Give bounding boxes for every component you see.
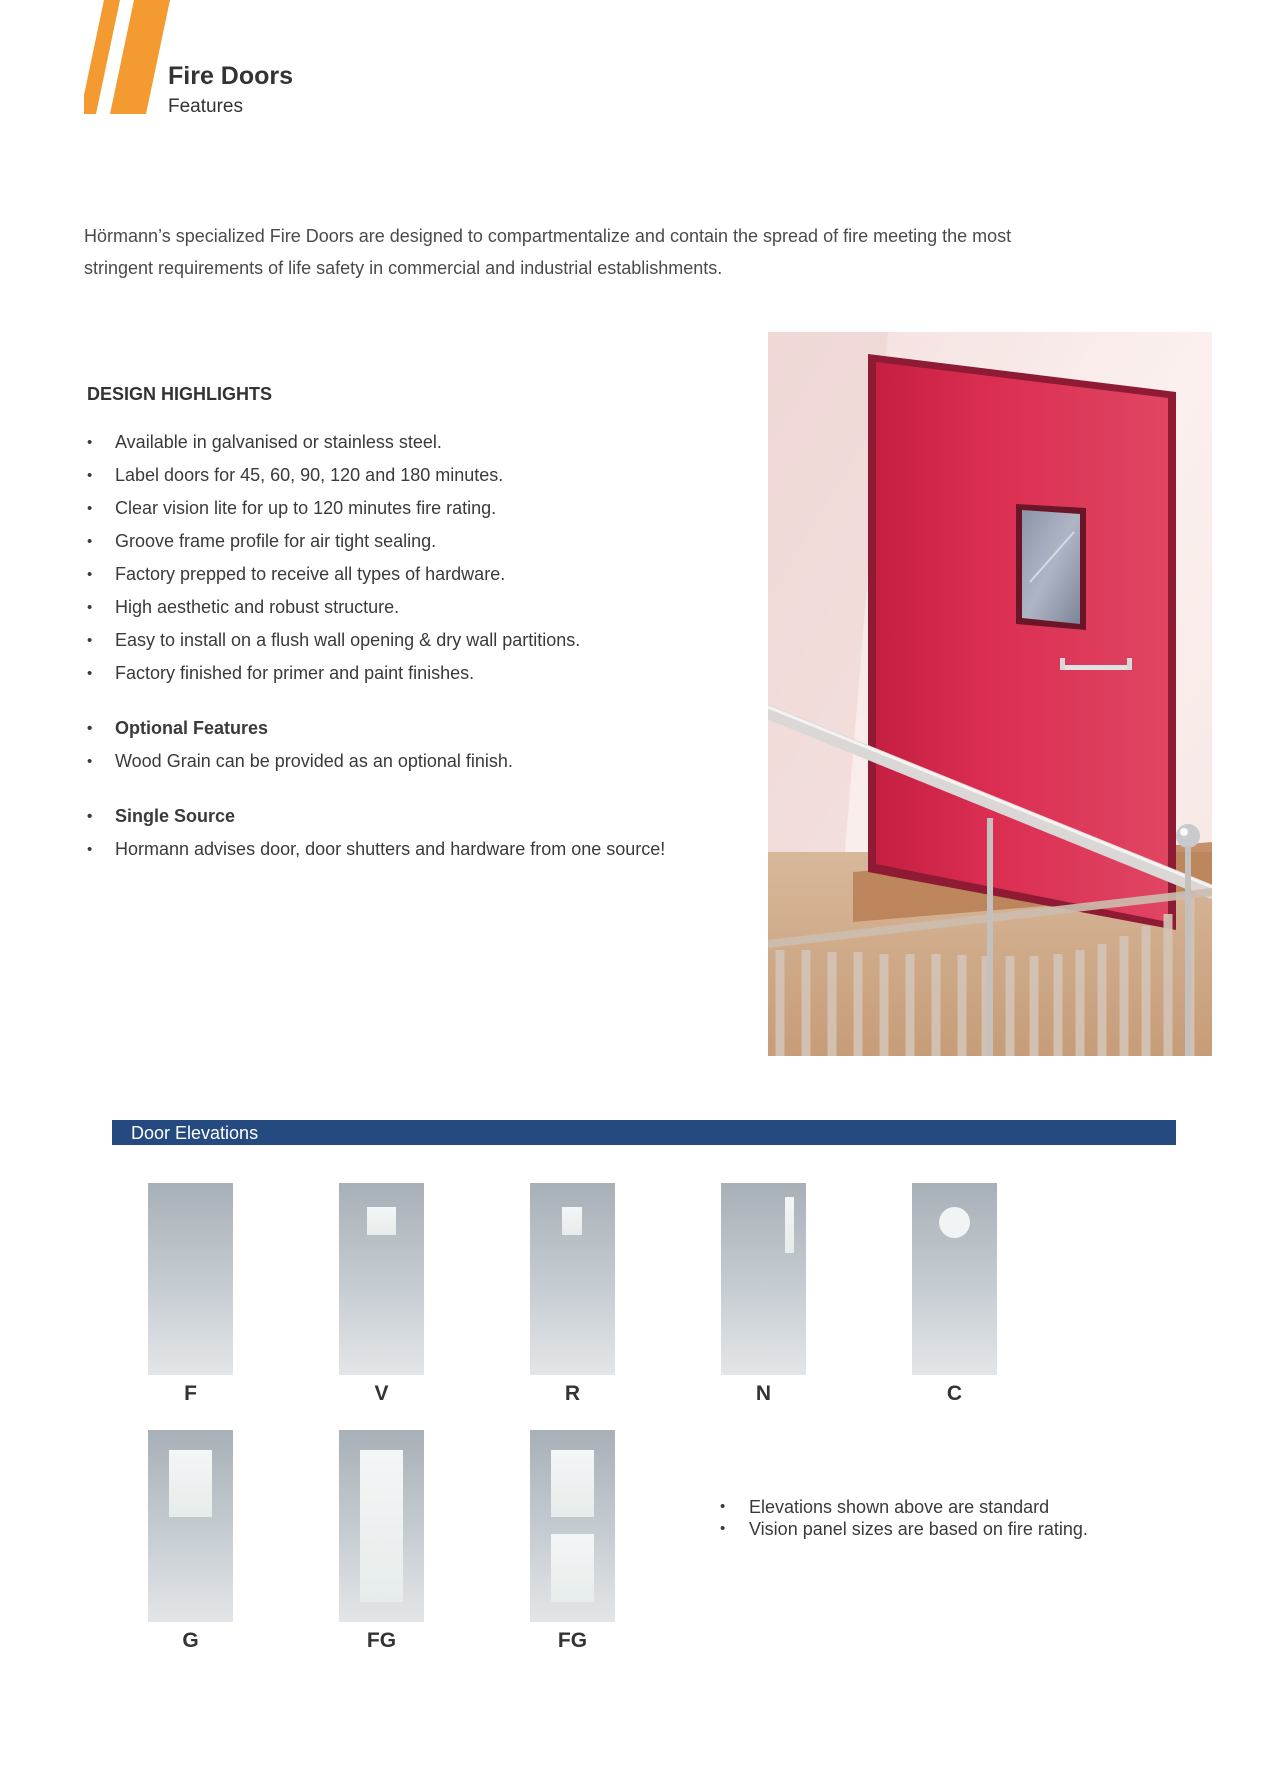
note-item: • Elevations shown above are standard xyxy=(720,1496,1088,1518)
list-item: • Factory prepped to receive all types of hardware. xyxy=(87,558,727,591)
vision-panel xyxy=(169,1450,212,1517)
door-elevation-fg-split xyxy=(530,1430,615,1622)
elevation-label: F xyxy=(184,1382,197,1405)
intro-paragraph xyxy=(84,220,1084,284)
vision-panel xyxy=(360,1450,403,1602)
elevation-label: C xyxy=(946,1382,963,1405)
elevation-label: G xyxy=(182,1629,199,1652)
fire-door-photo xyxy=(768,332,1212,1056)
vision-panel xyxy=(785,1197,794,1253)
elevation-label: N xyxy=(755,1382,772,1405)
page-subtitle: Features xyxy=(168,96,243,117)
list-item: • Groove frame profile for air tight sealing. xyxy=(87,525,727,558)
list-item: • Easy to install on a flush wall opening & dry wall partitions. xyxy=(87,624,727,657)
design-highlights-heading: DESIGN HIGHLIGHTS xyxy=(87,384,273,404)
list-item: • Wood Grain can be provided as an optional finish. xyxy=(87,745,727,778)
door-elevation-c xyxy=(912,1183,997,1375)
door-elevation-fg xyxy=(339,1430,424,1622)
door-elevations-title: Door Elevations xyxy=(131,1123,259,1143)
door-elevation-n xyxy=(721,1183,806,1375)
list-item: • Label doors for 45, 60, 90, 120 and 180 minutes. xyxy=(87,459,727,492)
list-item: • High aesthetic and robust structure. xyxy=(87,591,727,624)
vision-panel xyxy=(562,1207,582,1235)
elevation-label: FG xyxy=(366,1629,397,1652)
door-elevations-bar xyxy=(112,1120,1176,1145)
door-elevation-r xyxy=(530,1183,615,1375)
intro-line: Hörmann’s specialized Fire Doors are designed to compartmentalize and contain the spread of fire meeting the most xyxy=(84,226,1012,246)
door-elevation-f xyxy=(148,1183,233,1375)
elevation-label: FG xyxy=(557,1629,588,1652)
vision-panel xyxy=(367,1207,396,1235)
vision-panel-round xyxy=(939,1207,970,1238)
vision-panel xyxy=(551,1450,594,1517)
list-item: • Available in galvanised or stainless steel. xyxy=(87,426,727,459)
note-item: • Vision panel sizes are based on fire rating. xyxy=(720,1518,1088,1540)
elevation-label: V xyxy=(374,1382,389,1405)
list-item: • Hormann advises door, door shutters and hardware from one source! xyxy=(87,833,727,866)
list-item: • Factory finished for primer and paint finishes. xyxy=(87,657,727,690)
optional-features-heading: • Optional Features xyxy=(87,712,727,745)
page-title: Fire Doors xyxy=(168,62,294,90)
vision-panel xyxy=(551,1534,594,1602)
design-highlights-list xyxy=(87,426,727,866)
door-elevation-g xyxy=(148,1430,233,1622)
elevation-notes xyxy=(720,1496,1088,1540)
intro-line: stringent requirements of life safety in commercial and industrial establishments. xyxy=(84,258,723,278)
list-item: • Clear vision lite for up to 120 minutes fire rating. xyxy=(87,492,727,525)
elevation-label: R xyxy=(564,1382,581,1405)
single-source-heading: • Single Source xyxy=(87,800,727,833)
brand-logo-stripes xyxy=(84,0,174,114)
door-elevation-v xyxy=(339,1183,424,1375)
